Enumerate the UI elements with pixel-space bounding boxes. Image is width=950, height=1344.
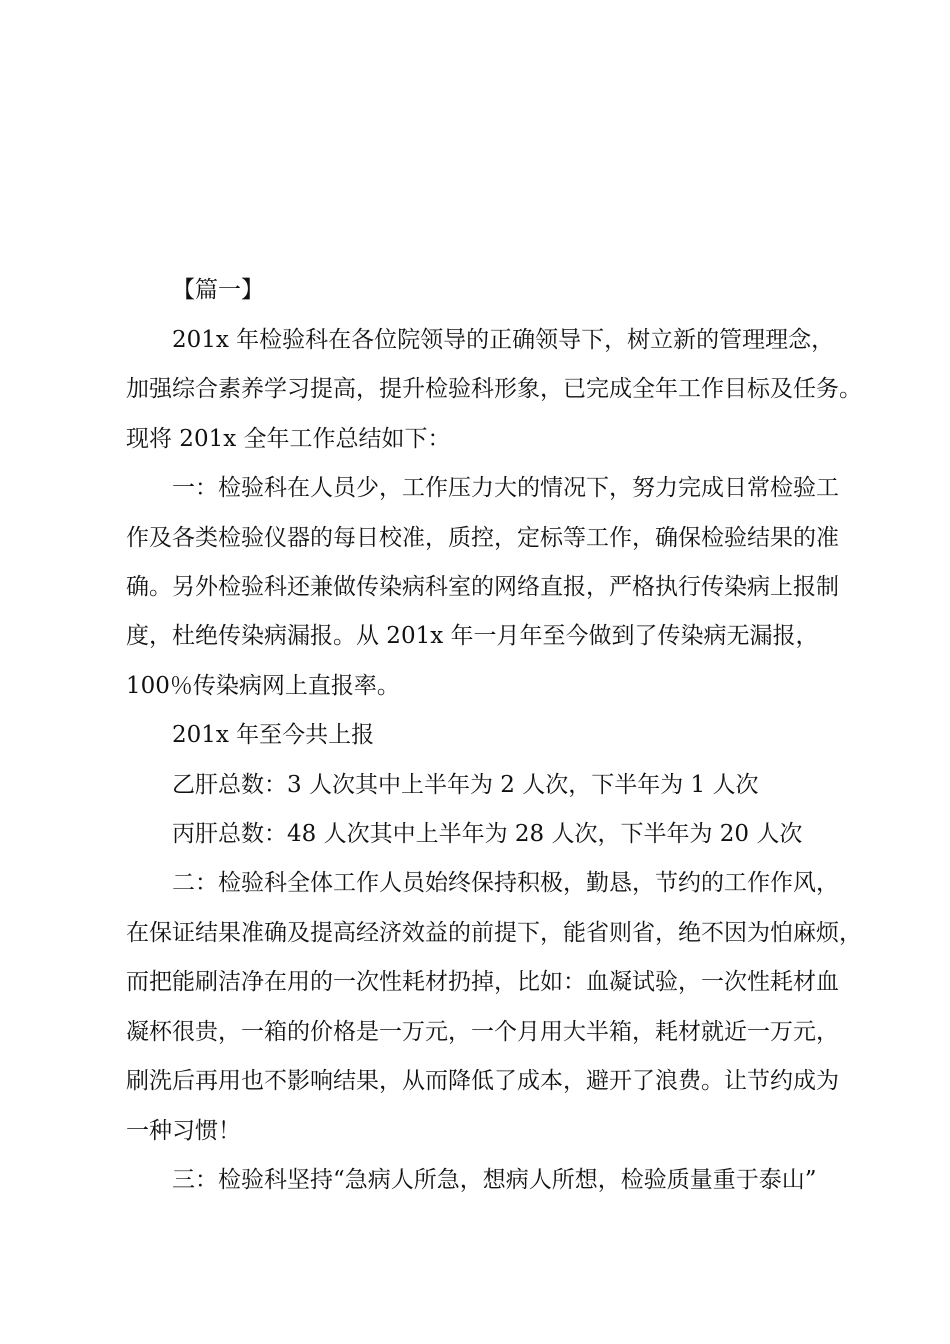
paragraph-line: 作及各类检验仪器的每日校准，质控，定标等工作，确保检验结果的准 bbox=[126, 525, 839, 551]
paragraph-line: 确。另外检验科还兼做传染病科室的网络直报，严格执行传染病上报制 bbox=[126, 574, 839, 600]
paragraph-line: 乙肝总数：3 人次其中上半年为 2 人次，下半年为 1 人次 bbox=[172, 772, 759, 798]
paragraph-line: 加强综合素养学习提高，提升检验科形象，已完成全年工作目标及任务。 bbox=[126, 376, 862, 402]
section-title: 【篇一】 bbox=[172, 277, 264, 303]
paragraph-line: 一种习惯！ bbox=[126, 1118, 241, 1144]
paragraph-line: 一：检验科在人员少，工作压力大的情况下，努力完成日常检验工 bbox=[172, 475, 839, 501]
paragraph-line: 刷洗后再用也不影响结果，从而降低了成本，避开了浪费。让节约成为 bbox=[126, 1068, 839, 1094]
paragraph-line: 而把能刷洁净在用的一次性耗材扔掉，比如：血凝试验，一次性耗材血 bbox=[126, 969, 839, 995]
paragraph-line: 100％传染病网上直报率。 bbox=[126, 673, 400, 699]
paragraph-line: 二：检验科全体工作人员始终保持积极，勤恳，节约的工作作风， bbox=[172, 870, 839, 896]
paragraph-line: 现将 201x 全年工作总结如下： bbox=[126, 426, 451, 452]
paragraph-line: 丙肝总数：48 人次其中上半年为 28 人次，下半年为 20 人次 bbox=[172, 821, 803, 847]
paragraph-line: 201x 年至今共上报 bbox=[172, 722, 375, 748]
paragraph-line: 201x 年检验科在各位院领导的正确领导下，树立新的管理理念， bbox=[172, 327, 835, 353]
paragraph-line: 在保证结果准确及提高经济效益的前提下，能省则省，绝不因为怕麻烦， bbox=[126, 920, 862, 946]
paragraph-line: 凝杯很贵，一箱的价格是一万元，一个月用大半箱，耗材就近一万元， bbox=[126, 1019, 839, 1045]
paragraph-line: 度，杜绝传染病漏报。从 201x 年一月年至今做到了传染病无漏报， bbox=[126, 623, 819, 649]
paragraph-line: 三：检验科坚持“急病人所急，想病人所想，检验质量重于泰山” bbox=[172, 1167, 817, 1193]
